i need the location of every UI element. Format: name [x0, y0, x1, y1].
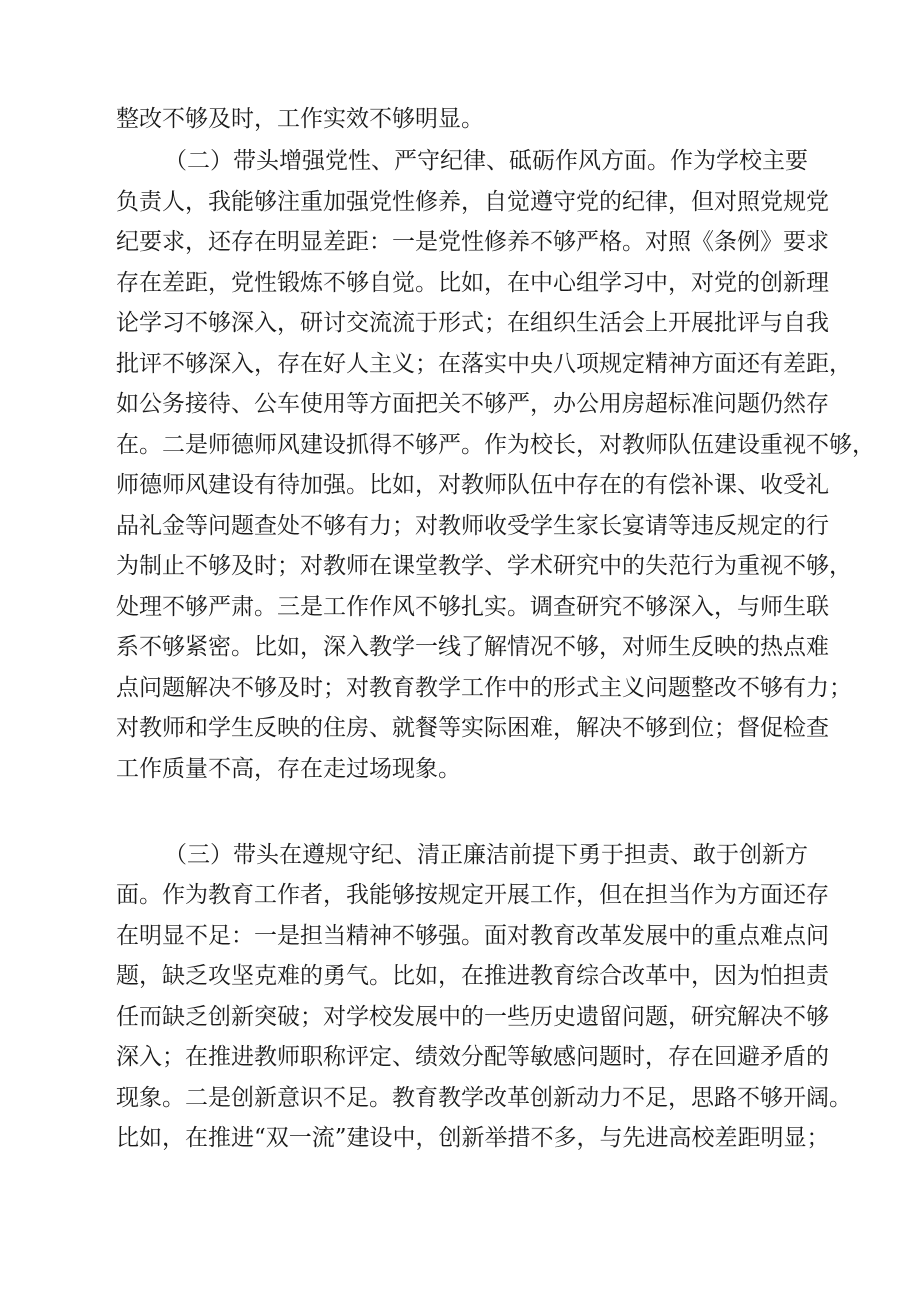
- paragraph-line: 如公务接待、公车使用等方面把关不够严，办公用房超标准问题仍然存: [116, 391, 829, 417]
- paragraph-line: 论学习不够深入，研讨交流流于形式；在组织生活会上开展批评与自我: [116, 310, 829, 336]
- paragraph-line: 深入；在推进教师职称评定、绩效分配等敏感问题时，存在回避矛盾的: [116, 1044, 829, 1070]
- paragraph-line: 在。二是师德师风建设抓得不够严。作为校长，对教师队伍建设重视不够，: [116, 432, 875, 458]
- paragraph-line: 批评不够深入，存在好人主义；在落实中央八项规定精神方面还有差距，: [116, 351, 852, 377]
- paragraph-line: 在明显不足：一是担当精神不够强。面对教育改革发展中的重点难点问: [116, 923, 829, 949]
- paragraph-line: 处理不够严肃。三是工作作风不够扎实。调查研究不够深入，与师生联: [116, 594, 829, 620]
- paragraph-heading-line: （三）带头在遵规守纪、清正廉洁前提下勇于担责、敢于创新方: [164, 842, 808, 868]
- paragraph-line: 存在差距，党性锻炼不够自觉。比如，在中心组学习中，对党的创新理: [116, 270, 829, 296]
- paragraph-line: 师德师风建设有待加强。比如，对教师队伍中存在的有偿补课、收受礼: [116, 472, 829, 498]
- paragraph-line: 比如，在推进“双一流”建设中，创新举措不多，与先进高校差距明显；: [116, 1125, 830, 1151]
- paragraph-heading-line: （二）带头增强党性、严守纪律、砥砺作风方面。作为学校主要: [164, 148, 808, 174]
- paragraph-line: 负责人，我能够注重加强党性修养，自觉遵守党的纪律，但对照党规党: [116, 189, 829, 215]
- paragraph-line: 现象。二是创新意识不足。教育教学改革创新动力不足，思路不够开阔。: [116, 1085, 852, 1111]
- body-text: [116, 0, 875, 1301]
- paragraph-line: 题，缺乏攻坚克难的勇气。比如，在推进教育综合改革中，因为怕担责: [116, 963, 829, 989]
- paragraph-line: 系不够紧密。比如，深入教学一线了解情况不够，对师生反映的热点难: [116, 634, 829, 660]
- paragraph-line: 工作质量不高，存在走过场现象。: [116, 756, 461, 782]
- paragraph-line: 纪要求，还存在明显差距：一是党性修养不够严格。对照《条例》要求: [116, 229, 829, 255]
- paragraph-line: 面。作为教育工作者，我能够按规定开展工作，但在担当作为方面还存: [116, 882, 829, 908]
- paragraph-line: 为制止不够及时；对教师在课堂教学、学术研究中的失范行为重视不够，: [116, 553, 852, 579]
- paragraph-line: 对教师和学生反映的住房、就餐等实际困难，解决不够到位；督促检查: [116, 715, 829, 741]
- paragraph-line: 品礼金等问题查处不够有力；对教师收受学生家长宴请等违反规定的行: [116, 513, 829, 539]
- paragraph-line: 整改不够及时，工作实效不够明显。: [116, 106, 484, 132]
- paragraph-line: 任而缺乏创新突破；对学校发展中的一些历史遗留问题，研究解决不够: [116, 1004, 829, 1030]
- paragraph-line: 点问题解决不够及时；对教育教学工作中的形式主义问题整改不够有力；: [116, 675, 852, 701]
